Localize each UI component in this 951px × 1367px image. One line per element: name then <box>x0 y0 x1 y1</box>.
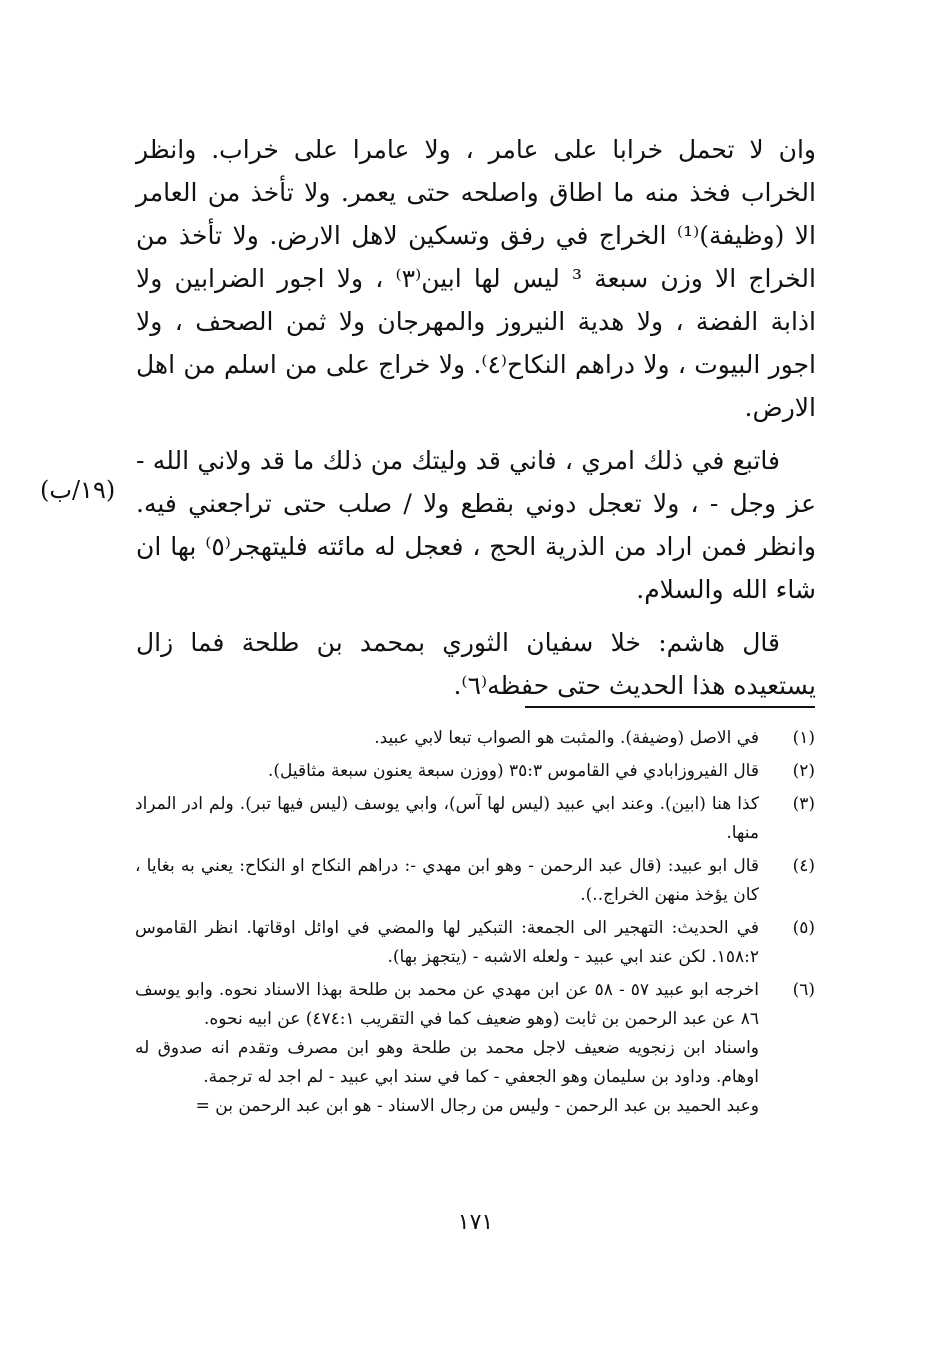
paragraph-2: فاتبع في ذلك امري ، فاني قد وليتك من ذلك ما قد ولاني الله - عز وجل - ، ولا تعجل دوني بقطع ولا / صلب حتى تراجعني فيه. وانظر فمن اراد من الذرية الحج ، فعجل له مائته فليتهجر⁽٥⁾ بها ان شاء الله والسلام. <box>136 446 817 604</box>
footnote-number: (٣) <box>792 794 815 814</box>
page-number: ١٧١ <box>457 1210 494 1235</box>
footnote-line: في الحديث: التهجير الى الجمعة: التبكير لها والمضي في اوائل اوقاتها. انظر القاموس ١٥٨:٢. لكن عند ابي عبيد - ولعله الاشبه - (يتجهز بها). <box>135 918 759 967</box>
footnote-1 <box>135 724 815 753</box>
footnote-number: (٦) <box>792 980 815 1000</box>
footnote-number: (١) <box>792 728 815 748</box>
footnote-2 <box>135 757 815 786</box>
footnote-3 <box>135 790 815 848</box>
footnote-line: في الاصل (وضيفة). والمثبت هو الصواب تبعا لابي عبيد. <box>374 728 759 748</box>
paragraph-3: قال هاشم: خلا سفيان الثوري بمحمد بن طلحة فما زال يستعيده هذا الحديث حتى حفظه⁽٦⁾. <box>136 628 816 700</box>
footnotes <box>135 724 815 1125</box>
footnote-line: واسناد ابن زنجويه ضعيف لاجل محمد بن طلحة وهو ابن مصرف وتقدم انه صدوق له اوهام. وداود بن سليمان وهو الجعفي - كما في سند ابي عبيد - لم اجد له ترجمة. <box>135 1038 759 1087</box>
footnote-line: كذا هنا (ابين). وعند ابي عبيد (ليس لها آس)، وابي يوسف (ليس فيها تبر). ولم ادر المراد منها. <box>135 794 759 843</box>
footnote-line: وعبد الحميد بن عبد الرحمن - وليس من رجال الاسناد - هو ابن عبد الرحمن بن = <box>195 1096 759 1116</box>
footnote-text <box>135 914 759 972</box>
footnote-4 <box>135 852 815 910</box>
footnote-6 <box>135 976 815 1121</box>
footnote-5 <box>135 914 815 972</box>
footnote-text <box>135 790 759 848</box>
footnote-number: (٤) <box>792 856 815 876</box>
footnote-text <box>135 976 759 1121</box>
main-text <box>136 128 816 717</box>
footnote-text <box>135 724 759 753</box>
footnote-line: قال الفيروزابادي في القاموس ٣٥:٣ (ووزن سبعة يعنون سبعة مثاقيل). <box>267 761 759 781</box>
footnote-text <box>135 757 759 786</box>
folio-marker: (١٩/ب) <box>40 476 116 504</box>
footnote-line: اخرجه ابو عبيد ٥٧ - ٥٨ عن ابن مهدي عن محمد بن طلحة بهذا الاسناد نحوه. وابو يوسف ٨٦ عن عبد الرحمن بن ثابت (وهو ضعيف كما في التقريب ٤٧٤:١) عن ابيه نحوه. <box>135 980 760 1029</box>
footnote-number: (٢) <box>792 761 815 781</box>
footnote-text <box>135 852 759 910</box>
footnote-separator <box>525 706 815 708</box>
paragraph-1: وان لا تحمل خرابا على عامر ، ولا عامرا على خراب. وانظر الخراب فخذ منه ما اطاق واصلحه حتى يعمر. ولا تأخذ من العامر الا (وظيفة)⁽¹⁾ الخراج في رفق وتسكين لاهل الارض. ولا تأخذ من الخراج الا وزن سبعة ³ ليس لها ابين⁽٣⁾ ، ولا اجور الضرابين ولا اذابة الفضة ، ولا هدية النيروز والمهرجان ولا ثمن الصحف ، ولا اجور البيوت ، ولا دراهم النكاح⁽٤⁾. ولا خراج على من اسلم من اهل الارض. <box>136 135 817 422</box>
footnote-number: (٥) <box>792 918 815 938</box>
footnote-line: قال ابو عبيد: (قال عبد الرحمن - وهو ابن مهدي -: دراهم النكاح او النكاح: يعني به بغايا ، كان يؤخذ منهن الخراج..). <box>135 856 759 905</box>
